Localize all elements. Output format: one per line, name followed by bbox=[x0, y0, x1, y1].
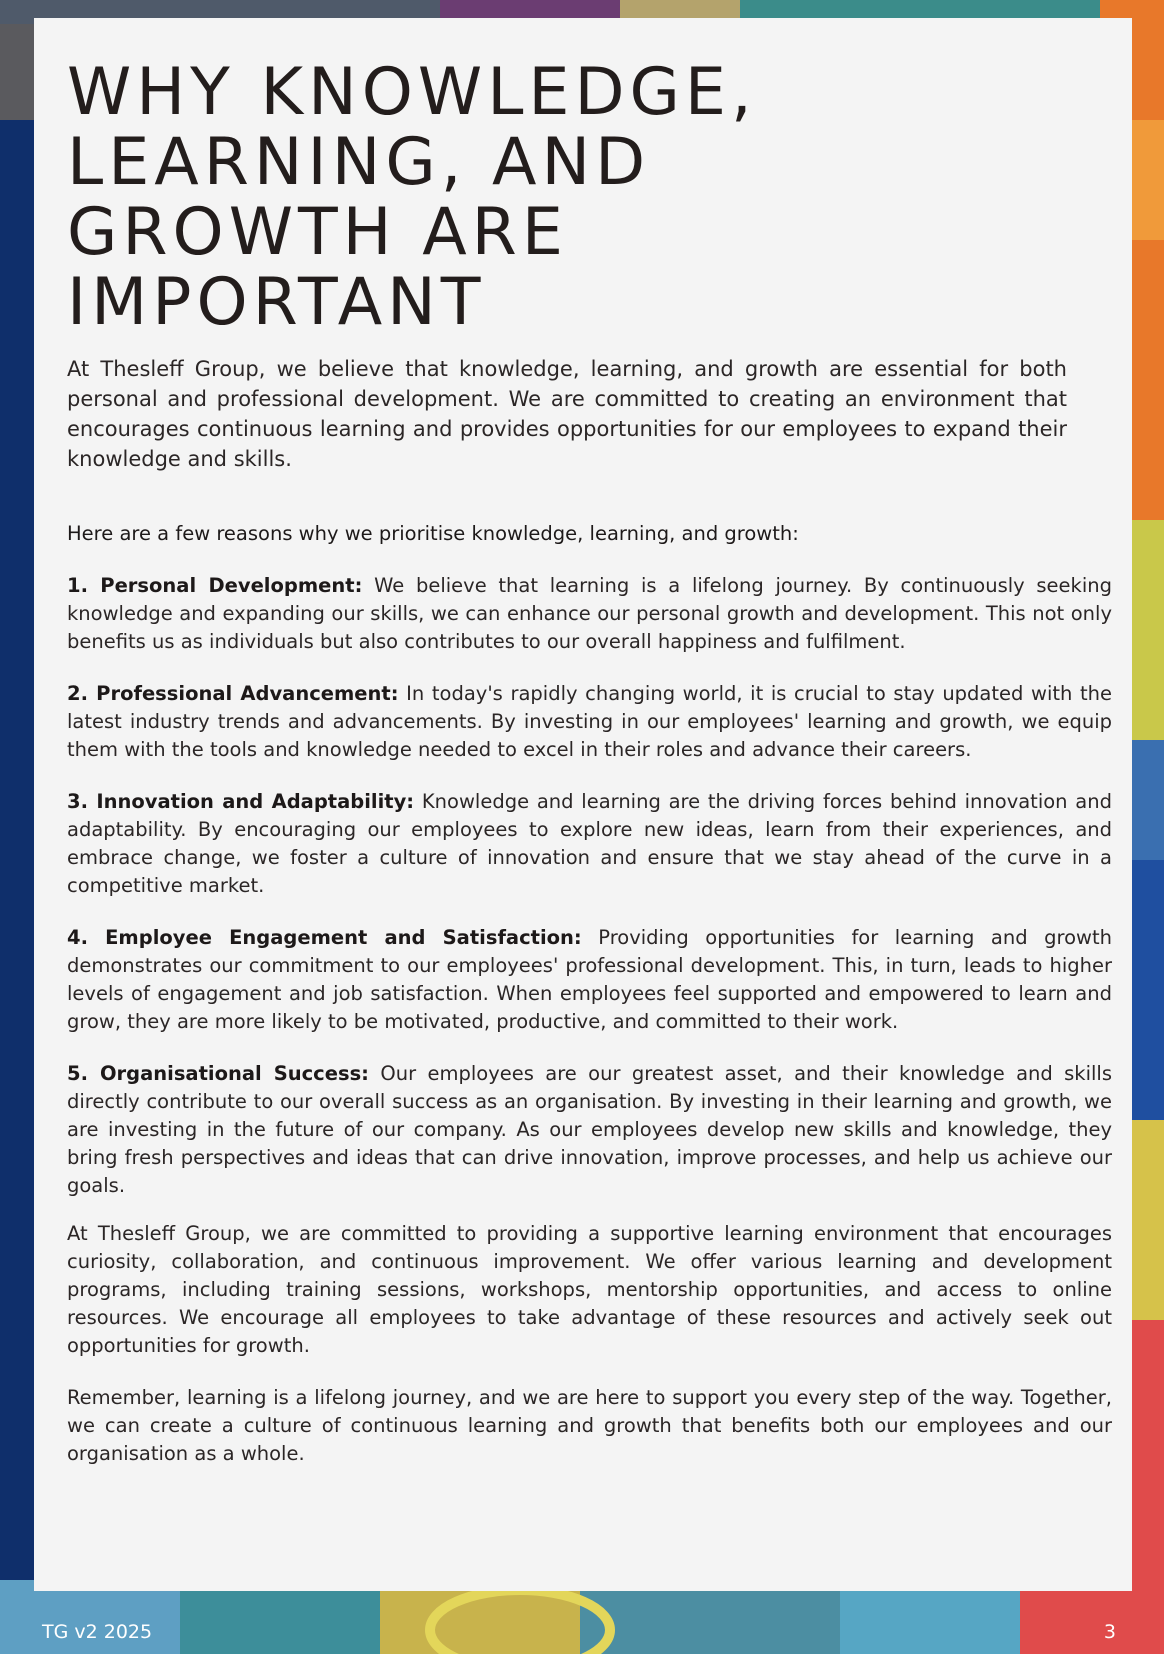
page-content bbox=[67, 354, 1112, 1468]
reason-heading: 3. Innovation and Adaptability: bbox=[67, 790, 415, 813]
reason-heading: 2. Professional Advancement: bbox=[67, 682, 399, 705]
reason-item bbox=[67, 924, 1112, 1036]
reason-heading: 1. Personal Development: bbox=[67, 574, 363, 597]
title-line: LEARNING, AND bbox=[67, 125, 651, 200]
reason-text: Knowledge and learning are the driving forces behind innovation and adaptability. By encouraging our employees to explore new ideas, learn from their experiences, and embrace change, we foster a culture of innovation and ensure that we stay ahead of the curve in a competitive market. bbox=[67, 790, 1112, 897]
title-line: WHY KNOWLEDGE, bbox=[67, 55, 757, 130]
reason-text: Our employees are our greatest asset, and their knowledge and skills directly contribute to our overall success as an organisation. By investing in their learning and growth, we are investing in the future of our company. As our employees develop new skills and knowledge, they bring fresh perspectives and ideas that can drive innovation, improve processes, and help us achieve our goals. bbox=[67, 1062, 1112, 1197]
footer-version: TG v2 2025 bbox=[42, 1621, 153, 1643]
reasons-lead: Here are a few reasons why we prioritise knowledge, learning, and growth: bbox=[67, 522, 799, 545]
reason-item bbox=[67, 572, 1112, 656]
title-line: IMPORTANT bbox=[67, 265, 486, 340]
intro-paragraph: At Thesleff Group, we believe that knowledge, learning, and growth are essential for both personal and professional development. We are committed to creating an environment that encourages continuous learning and provides opportunities for our employees to expand their knowledge and skills. bbox=[67, 357, 1067, 471]
reason-heading: 5. Organisational Success: bbox=[67, 1062, 369, 1085]
closing-paragraph: At Thesleff Group, we are committed to providing a supportive learning environment that encourages curiosity, collaboration, and continuous improvement. We offer various learning and development programs, including training sessions, workshops, mentorship opportunities, and access to online resources. We encourage all employees to take advantage of these resources and actively seek out opportunities for growth. bbox=[67, 1222, 1112, 1357]
page-title bbox=[67, 55, 1067, 340]
title-line: GROWTH ARE bbox=[67, 195, 568, 270]
reason-heading: 4. Employee Engagement and Satisfaction: bbox=[67, 926, 582, 949]
reason-item bbox=[67, 788, 1112, 900]
footer-page-number: 3 bbox=[1103, 1621, 1116, 1643]
reason-text: Providing opportunities for learning and growth demonstrates our commitment to our employees' professional development. This, in turn, leads to higher levels of engagement and job satisfaction. When employees feel supported and empowered to learn and grow, they are more likely to be motivated, productive, and committed to their work. bbox=[67, 926, 1112, 1033]
document-page bbox=[34, 18, 1132, 1591]
reason-item bbox=[67, 1060, 1112, 1200]
reason-text: In today's rapidly changing world, it is crucial to stay updated with the latest industry trends and advancements. By investing in our employees' learning and growth, we equip them with the tools and knowledge needed to excel in their roles and advance their careers. bbox=[67, 682, 1112, 761]
reason-item bbox=[67, 680, 1112, 764]
closing-paragraph: Remember, learning is a lifelong journey, and we are here to support you every step of the way. Together, we can create a culture of continuous learning and growth that benefits both our employees and our organisation as a whole. bbox=[67, 1386, 1112, 1465]
reason-text: We believe that learning is a lifelong journey. By continuously seeking knowledge and expanding our skills, we can enhance our personal growth and development. This not only benefits us as individuals but also contributes to our overall happiness and fulfilment. bbox=[67, 574, 1112, 653]
